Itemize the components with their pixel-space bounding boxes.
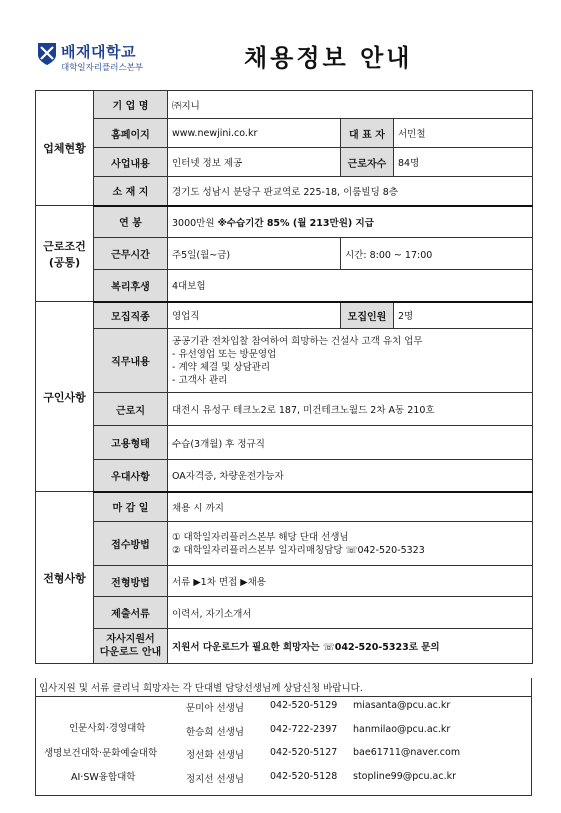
job-info-table <box>35 90 533 664</box>
divider <box>36 696 531 697</box>
job-label: 모집직종 <box>94 302 168 329</box>
contact-phone: 042-520-5129 <box>270 700 338 711</box>
contact-phone: 042-520-5128 <box>270 771 338 782</box>
contact-name: 한승희 선생님 <box>186 727 245 738</box>
duty-value <box>168 329 533 393</box>
count-value: 2명 <box>394 302 533 329</box>
contact-email[interactable]: stopline99@pcu.ac.kr <box>353 771 457 782</box>
preference-value: OA자격증, 차량운전가능자 <box>168 460 533 492</box>
duty-line: - 고객사 관리 <box>172 374 228 386</box>
download-label <box>94 629 168 664</box>
section-selection: 전형사항 <box>36 492 94 664</box>
salary-note: ※수습기간 85% (월 213만원) 지급 <box>217 217 374 229</box>
hours-time: 시간: 8:00 ~ 17:00 <box>341 238 533 270</box>
employment-type-label: 고용형태 <box>94 426 168 460</box>
welfare-label: 복리후생 <box>94 270 168 302</box>
employees-value: 84명 <box>394 148 533 177</box>
university-logo <box>37 40 157 80</box>
section-company: 업체현황 <box>36 91 94 206</box>
deadline-label: 마 감 일 <box>94 492 168 522</box>
apply-line: ② 대학일자리플러스본부 일자리매칭담당 ☏042-520-5323 <box>172 544 425 556</box>
section-recruit: 구인사항 <box>36 302 94 492</box>
download-label-line: 다운로드 안내 <box>99 647 162 658</box>
download-value: 지원서 다운로드가 필요한 희망자는 ☏042-520-5323로 문의 <box>168 629 533 664</box>
download-label-line: 자사지원서 <box>106 634 155 645</box>
address-value: 경기도 성남시 분당구 판교역로 225-18, 이룸빌딩 8층 <box>168 177 533 206</box>
job-value: 영업직 <box>168 302 341 329</box>
business-value: 인터넷 정보 제공 <box>168 148 341 177</box>
contact-email[interactable]: miasanta@pcu.ac.kr <box>353 700 451 711</box>
location-label: 근로지 <box>94 393 168 426</box>
college-name: AI·SW융합대학 <box>71 772 136 783</box>
duty-label: 직무내용 <box>94 329 168 393</box>
hours-days: 주5일(월~금) <box>168 238 341 270</box>
process-label: 전형방법 <box>94 566 168 597</box>
ceo-value: 서민철 <box>394 119 533 148</box>
contact-name: 정선화 선생님 <box>186 750 245 761</box>
contact-phone: 042-722-2397 <box>270 724 338 735</box>
count-label: 모집인원 <box>341 302 394 329</box>
apply-method-label: 접수방법 <box>94 522 168 566</box>
documents-value: 이력서, 자기소개서 <box>168 597 533 629</box>
contact-email[interactable]: hanmilao@pcu.ac.kr <box>353 724 451 735</box>
homepage-link[interactable]: www.newjini.co.kr <box>168 119 341 148</box>
college-name: 인문사회·경영대학 <box>69 723 146 734</box>
business-label: 사업내용 <box>94 148 168 177</box>
college-name: 생명보건대학·문화예술대학 <box>44 748 158 759</box>
duty-line: 공공기관 전차입찰 참여하여 희망하는 건설사 고객 유치 업무 <box>172 335 423 347</box>
shield-icon <box>37 42 57 66</box>
logo-title: 배재대학교 <box>61 43 136 61</box>
employment-type-value: 수습(3개월) 후 정규직 <box>168 426 533 460</box>
ceo-label: 대 표 자 <box>341 119 394 148</box>
apply-method-value <box>168 522 533 566</box>
hours-label: 근무시간 <box>94 238 168 270</box>
welfare-value: 4대보험 <box>168 270 533 302</box>
contact-name: 정지선 선생님 <box>186 774 245 785</box>
logo-subtitle: 대학일자리플러스본부 <box>61 63 144 73</box>
apply-line: ① 대학일자리플러스본부 해당 단대 선생님 <box>172 531 349 543</box>
company-name-label: 기 업 명 <box>94 91 168 119</box>
company-name: ㈜지니 <box>168 91 533 119</box>
deadline-value: 채용 시 까지 <box>168 492 533 522</box>
contact-email[interactable]: bae61711@naver.com <box>353 747 461 758</box>
section-working: 근로조건 (공통) <box>36 206 94 302</box>
contact-box <box>35 678 532 796</box>
contact-name: 문미아 선생님 <box>186 703 245 714</box>
contact-phone: 042-520-5127 <box>270 747 338 758</box>
homepage-label: 홈페이지 <box>94 119 168 148</box>
address-label: 소 재 지 <box>94 177 168 206</box>
page-title: 채용정보 안내 <box>244 44 413 72</box>
footer-note: 입사지원 및 서류 클리닉 희망자는 각 단대별 담당선생님께 상담신청 바랍니다. <box>39 683 363 694</box>
salary-value <box>168 206 533 238</box>
documents-label: 제출서류 <box>94 597 168 629</box>
employees-label: 근로자수 <box>341 148 394 177</box>
salary-label: 연 봉 <box>94 206 168 238</box>
duty-line: - 계약 체결 및 상담관리 <box>172 361 271 373</box>
salary-amount: 3000만원 <box>172 217 215 229</box>
location-value: 대전시 유성구 테크노2로 187, 미건테크노월드 2차 A동 210호 <box>168 393 533 426</box>
preference-label: 우대사항 <box>94 460 168 492</box>
duty-line: - 유선영업 또는 방문영업 <box>172 348 277 360</box>
process-value: 서류 ▶1차 면접 ▶채용 <box>168 566 533 597</box>
